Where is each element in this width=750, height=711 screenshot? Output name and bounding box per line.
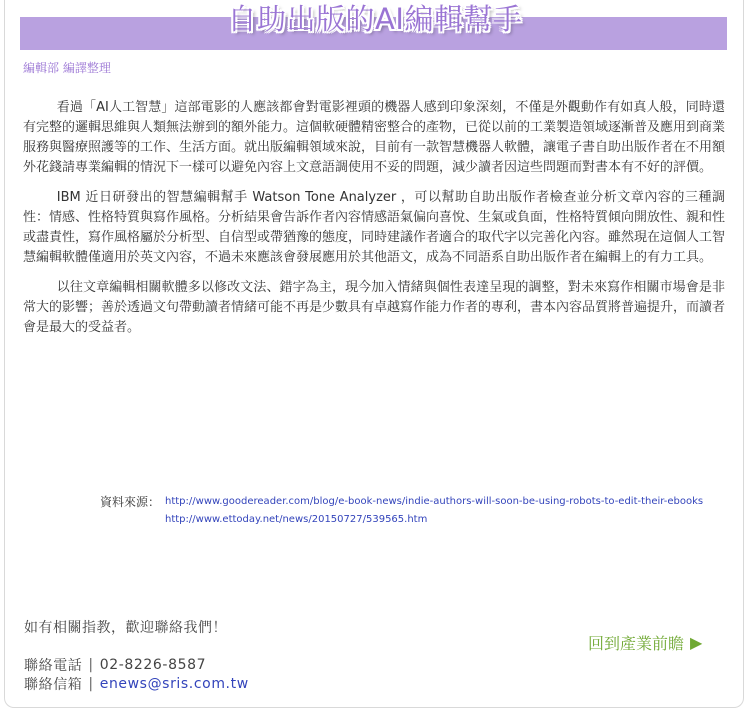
article-body <box>23 98 725 348</box>
contact-email-row <box>24 674 249 694</box>
phone-label: 聯絡電話 <box>24 658 83 674</box>
article-paragraph: 看過「AI人工智慧」這部電影的人應該都會對電影裡頭的機器人感到印象深刻，不僅是外觀動作有如真人般，同時還有完整的邏輯思維與人類無法辦到的額外能力。這個軟硬體精密整合的產物，已從以前的工業製造領域逐漸普及應用到商業服務與醫療照護等的工作、生活方面。就出版編輯領域來說，目前有一款智慧機器人軟體，讓電子書自助出版作者在不用額外花錢請專業編輯的情況下一樣可以避免內容上文意語調使用不妥的問題，減少讀者因這些問題而對書本有不好的評價。 <box>23 100 726 175</box>
email-link[interactable]: enews@sris.com.tw <box>99 676 249 692</box>
sources-label: 資料來源： <box>100 495 161 509</box>
article-paragraph: 以往文章編輯相關軟體多以修改文法、錯字為主，現今加入情緒與個性表達呈現的調整，對未來寫作相關市場會是非常大的影響；善於透過文句帶動讀者情緒可能不再是少數具有卓越寫作能力作者的專利，書本內容品質將普遍提升，而讀者會是最大的受益者。 <box>23 280 726 335</box>
play-arrow-icon: ▶ <box>690 633 703 652</box>
separator: | <box>88 657 94 673</box>
contact-intro: 如有相關指教，歡迎聯絡我們！ <box>24 620 227 636</box>
sources-block <box>100 493 740 529</box>
contact-phone-row <box>24 655 206 675</box>
email-label: 聯絡信箱 <box>24 677 83 693</box>
byline: 編輯部 編譯整理 <box>23 61 111 75</box>
source-link-goodereader[interactable]: http://www.goodereader.com/blog/e-book-news/indie-authors-will-soon-be-using-robots-to-edit-their-ebooks <box>165 496 704 507</box>
page-title: 自助出版的AI編輯幫手 <box>227 2 523 36</box>
source-link-ettoday[interactable]: http://www.ettoday.net/news/20150727/539565.htm <box>165 514 428 525</box>
back-to-industry-link[interactable] <box>588 631 702 654</box>
separator: | <box>88 676 94 692</box>
article-paragraph: IBM 近日研發出的智慧編輯幫手 Watson Tone Analyzer ，可以幫助自助出版作者檢查並分析文章內容的三種調性：情感、性格特質與寫作風格。分析結果會告訴作者內容情感語氣偏向喜悅、生氣或負面，性格特質傾向開放性、親和性或盡責性，寫作風格屬於分析型、自信型或帶猶豫的態度，同時建議作者適合的取代字以完善化內容。雖然現在這個人工智慧編輯軟體僅適用於英文內容，不過未來應該會發展應用於其他語文，成為不同語系自助出版作者在編輯上的有力工具。 <box>23 190 726 265</box>
back-link-label: 回到產業前瞻 <box>588 634 685 653</box>
phone-number: 02-8226-8587 <box>99 657 207 673</box>
